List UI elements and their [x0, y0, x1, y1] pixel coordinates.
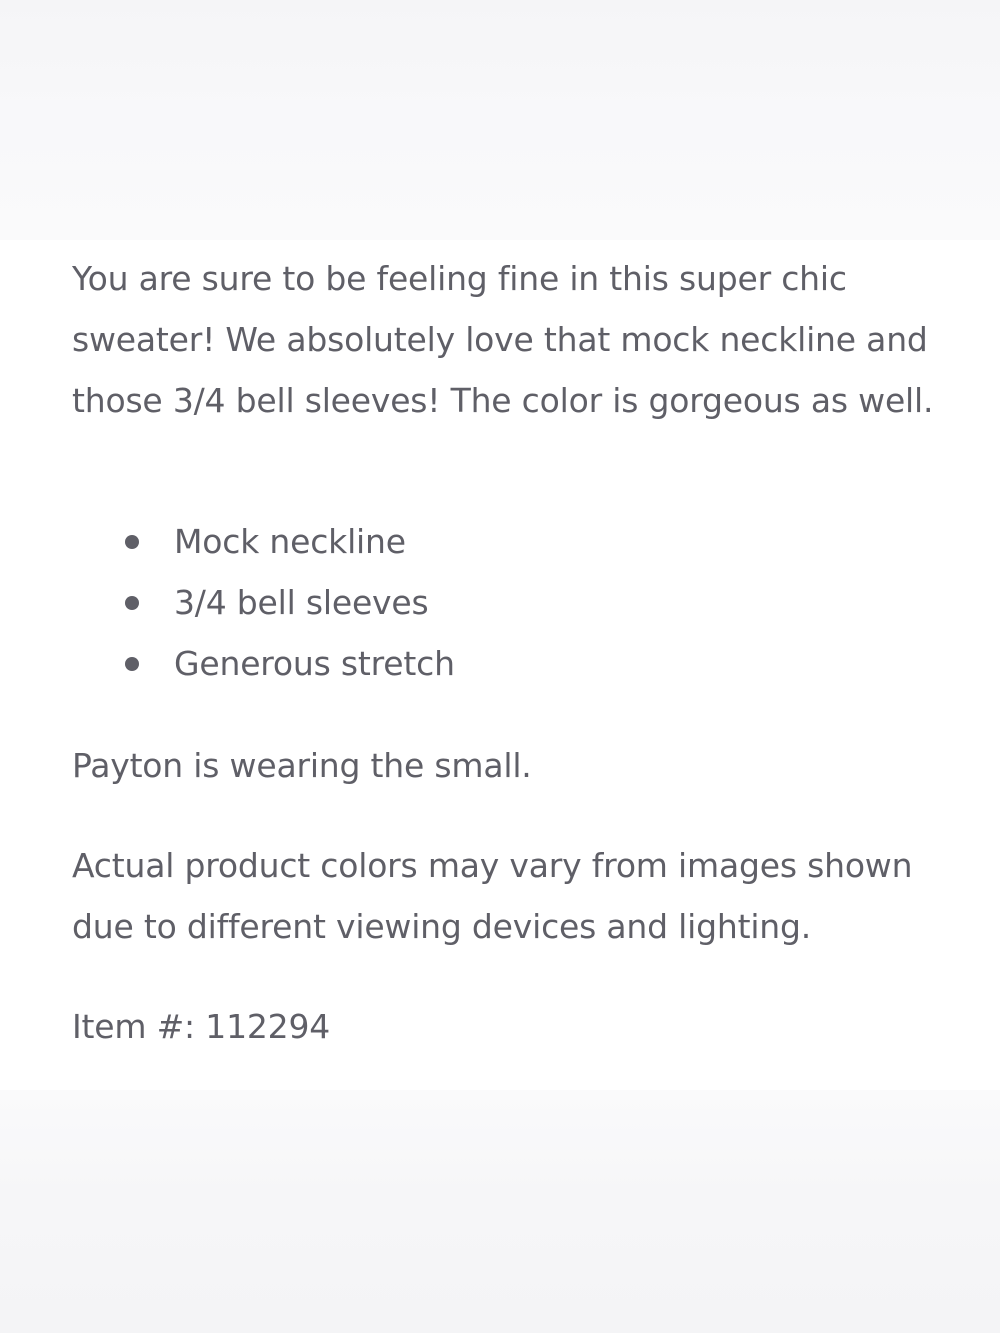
spacer: [72, 796, 952, 835]
bullet-icon: [125, 596, 139, 610]
feature-label: 3/4 bell sleeves: [174, 583, 429, 622]
spacer: [72, 694, 952, 735]
bullet-icon: [125, 657, 139, 671]
feature-label: Mock neckline: [174, 522, 406, 561]
product-description: [72, 248, 952, 1057]
model-note: Payton is wearing the small.: [72, 746, 532, 785]
item-number: Item #: 112294: [72, 1007, 331, 1046]
product-intro: You are sure to be feeling fine in this super chic sweater! We absolutely love that mock neckline and those 3/4 bell sleeves! The color is gorgeous as well.: [72, 259, 934, 420]
feature-item: [122, 633, 952, 694]
feature-item: [122, 572, 952, 633]
spacer: [72, 957, 952, 996]
bullet-icon: [125, 535, 139, 549]
feature-label: Generous stretch: [174, 644, 455, 683]
feature-list: [72, 511, 952, 694]
feature-item: [122, 511, 952, 572]
color-disclaimer: Actual product colors may vary from images shown due to different viewing devices and lighting.: [72, 846, 913, 946]
